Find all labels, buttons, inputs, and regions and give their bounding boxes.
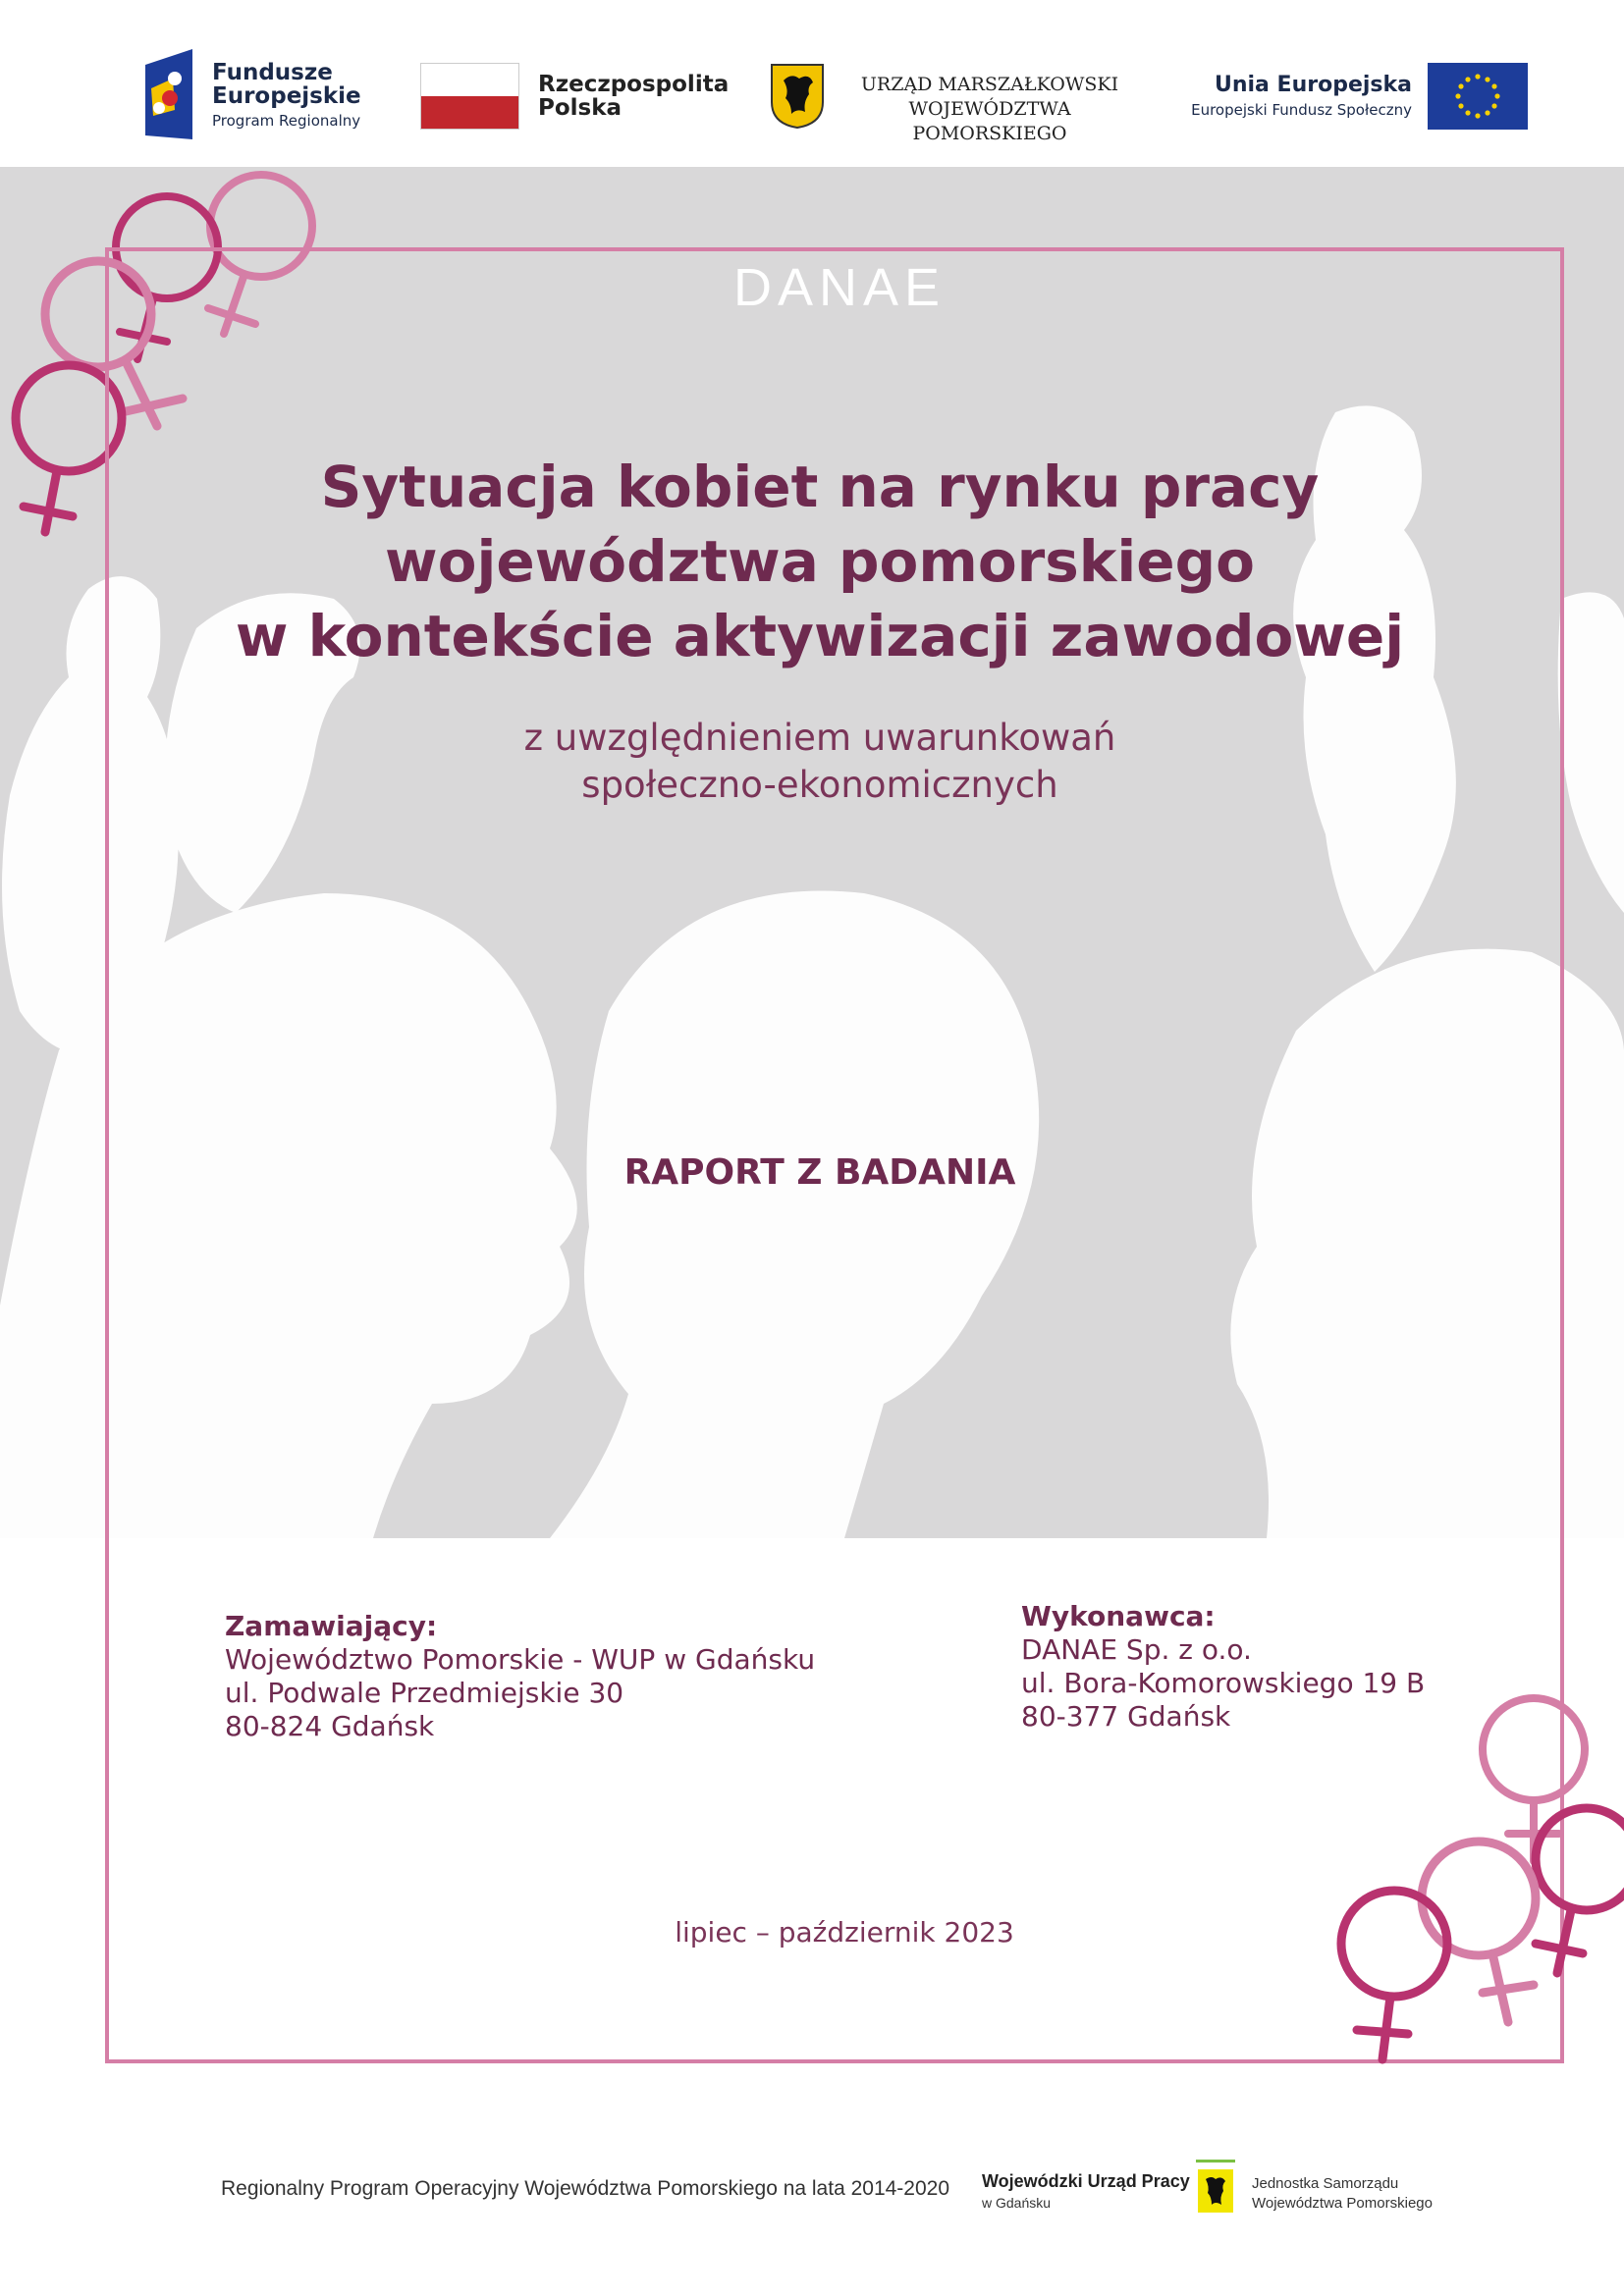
footer-pomorskie-crest-icon [1198,2169,1233,2213]
fundusze-europejskie-title [212,61,361,108]
urzad-marszalkowski-title [842,73,1137,146]
fundusze-subtitle: Program Regionalny [212,112,361,130]
footer-jst-line1: Jednostka Samorządu [1252,2175,1399,2192]
danae-brand-logo: DANAE [732,258,947,317]
fundusze-europejskie-logo-icon [145,49,194,139]
contractor-line-3: 80-377 Gdańsk [1021,1700,1231,1733]
title-line-3: w kontekście aktywizacji zawodowej [235,603,1405,669]
client-line-1: Województwo Pomorskie - WUP w Gdańsku [225,1643,816,1676]
client-line-2: ul. Podwale Przedmiejskie 30 [225,1677,624,1709]
contractor-line-1: DANAE Sp. z o.o. [1021,1633,1252,1666]
footer-wup-subtitle: w Gdańsku [982,2195,1052,2211]
subtitle-line-1: z uwzględnieniem uwarunkowań [523,717,1116,759]
title-line-2: województwa pomorskiego [385,528,1255,595]
contractor-heading: Wykonawca: [1021,1600,1216,1632]
client-block [225,1610,815,1743]
rzeczpospolita-line2: Polska [538,95,623,121]
urzad-line2: WOJEWÓDZTWA POMORSKIEGO [908,98,1071,144]
venus-symbols-bottom-right-icon [1326,1688,1624,2081]
client-line-3: 80-824 Gdańsk [225,1710,435,1742]
fundusze-line1: Fundusze [212,60,333,85]
report-title [177,450,1463,673]
footer-wup-title: Wojewódzki Urząd Pracy [982,2171,1190,2191]
polish-flag-icon [420,63,519,130]
unia-europejska-title: Unia Europejska [1214,73,1412,97]
urzad-line1: URZĄD MARSZAŁKOWSKI [860,74,1119,95]
header-logos [0,0,1624,167]
footer-jst-line2: Województwa Pomorskiego [1252,2195,1433,2212]
title-line-1: Sytuacja kobiet na rynku pracy [320,454,1320,520]
unia-europejska-subtitle: Europejski Fundusz Społeczny [1191,101,1412,119]
rzeczpospolita-title [538,73,729,120]
eu-flag-icon [1428,63,1528,130]
contractor-line-2: ul. Bora-Komorowskiego 19 B [1021,1667,1426,1699]
subtitle-line-2: społeczno-ekonomicznych [581,764,1058,806]
fundusze-line2: Europejskie [212,83,361,109]
client-heading: Zamawiający: [225,1610,438,1642]
rzeczpospolita-line1: Rzeczpospolita [538,72,730,97]
report-label: RAPORT Z BADANIA [623,1152,1016,1193]
footer-program-name: Regionalny Program Operacyjny Województwa Pomorskiego na lata 2014-2020 [221,2177,950,2200]
report-subtitle [324,715,1316,809]
pomorskie-coat-of-arms-icon [770,63,825,130]
report-date: lipiec – październik 2023 [675,1916,1014,1949]
footer-divider [1196,2160,1235,2163]
